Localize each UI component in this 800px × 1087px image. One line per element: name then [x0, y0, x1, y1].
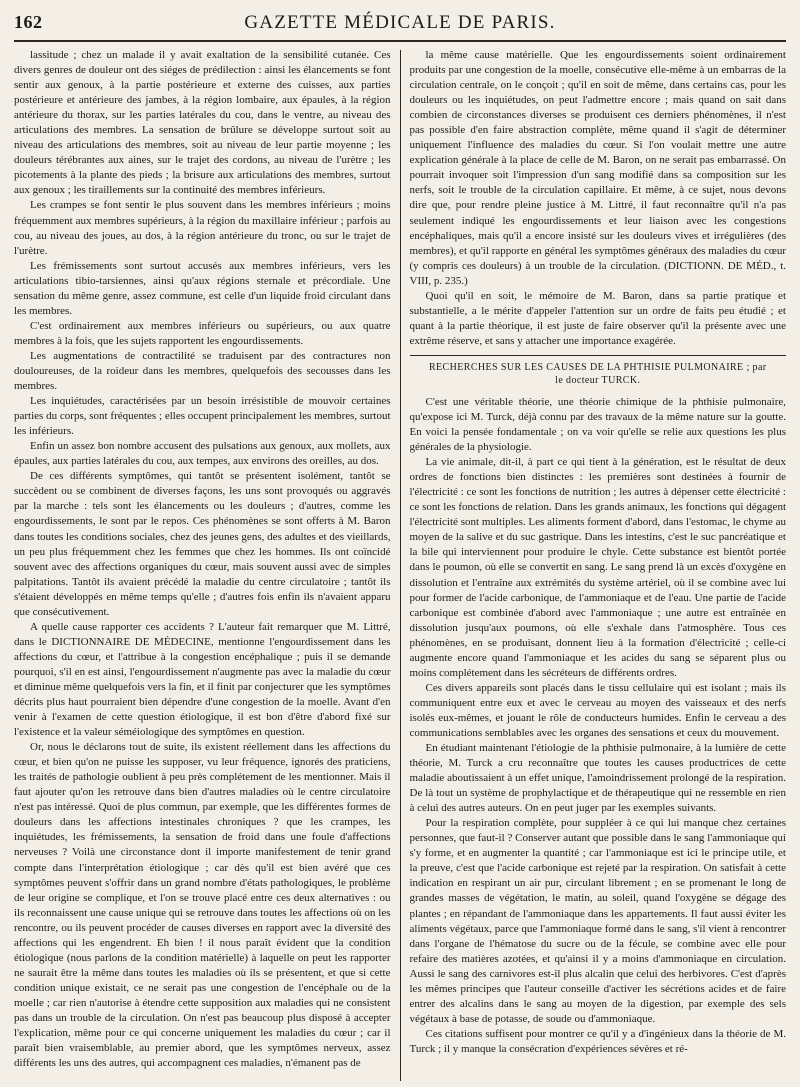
paragraph: Quoi qu'il en soit, le mémoire de M. Baron, dans sa partie pratique et substantielle, a le mérite d'appeler l'attention sur un ordre de faits peu étudié ; et quant à la partie théorique, il est juste de faire observer qu'il la présente avec une extrême réserve, et sans y attacher une importance exagérée. [409, 289, 786, 347]
paragraph: En étudiant maintenant l'étiologie de la phthisie pulmonaire, à la lumière de cette théorie, M. Turck a cru reconnaître que toutes les causes productrices de cette maladie aboutissaient à un effet unique, l'amoindrissement prolongé de la respiration. De là tout un système de prophylactique et de thérapeutique qui ne ressemble en rien à celui des autres auteurs. On en peut juger par les exemples suivants. [409, 742, 786, 815]
paragraph: De ces différents symptômes, qui tantôt se présentent isolément, tantôt se succèdent ou se combinent de diverses façons, les uns sont provoqués ou aggravés par la marche : tels sont les élancements ou les douleurs ; d'autres, comme les engourdissements, le sont par le repos. Ces phénomènes se sont offerts à M. Baron dans toutes les conditions sociales, chez des jeunes gens, des adultes et des vieillards, un peu plus fréquemment chez les femmes que chez les hommes. Ils ont coïncidé souvent avec des affections organiques du cœur, mais souvent aussi avec de simples palpitations. Tantôt ils avaient précédé la maladie du centre circulatoire ; tantôt ils s'étaient développés en même temps qu'elle ; d'autres fois enfin ils n'avaient apparu que consécutivement. [14, 470, 391, 618]
section-heading-line: RECHERCHES SUR LES CAUSES DE LA PHTHISIE PULMONAIRE ; par [428, 361, 767, 373]
section-heading-author: le docteur TURCK. [555, 374, 641, 386]
paragraph: lassitude ; chez un malade il y avait exaltation de la sensibilité cutanée. Ces divers genres de douleur ont des siéges de prédilection : ainsi les élancements se font sentir aux genoux, à la partie postérieure et externe des cuisses, aux parties postérieure et antérieure des jambes, à la région lombaire, aux épaules, à la région antérieure du thorax, sur les parties latérales du cou, dans le ventre, au niveau des articulations des membres. La sensation de brûlure se développe surtout soit au niveau des articulations des membres, soit au niveau de leur partie moyenne ; les douleurs térébrantes aux aines, sur le trajet des cordons, au niveau de l'urètre ; les picotements à la plante des pieds ; la brisure aux articulations des membres, surtout aux genoux ; les tiraillements sur la continuité des membres inférieurs. [14, 49, 391, 197]
paragraph: Pour la respiration complète, pour suppléer à ce qui lui manque chez certaines personnes, que faut-il ? Conserver autant que possible dans le sang l'ammoniaque qui s'y forme, et en augmenter la quantité ; car l'ammoniaque est ici le principe utile, et la preuve, c'est que l'acide carbonique est rejeté par la respiration. On satisfait à cette indication en respirant un air pur, circulant librement ; en se promenant le long de grandes masses de végétation, le matin, au soleil, quand l'oxygène se dégage des plantes ; en répandant de l'ammoniaque dans les appartements. Il faut aussi éviter les aliments végétaux, parce que l'ammoniaque formé dans le sang, s'il vient à rencontrer dans l'organe de l'hématose du sucre ou de la fécule, se combine avec elle pour refaire des matières azotées, et qu'ainsi il y a moins d'ammoniaque en circulation. Aussi le sang des carnivores est-il plus alcalin que celui des herbivores. C'est d'après les mêmes principes que l'auteur conseille d'activer les sécrétions acides et de faire entrer des alcalins dans le sang au moyen de la digestion, par exemple des sels végétaux à base de potasse, de soude ou d'ammoniaque. [409, 817, 786, 1025]
paragraph: Les crampes se font sentir le plus souvent dans les membres inférieurs ; moins fréquemment aux membres supérieurs, à la région du maxillaire inférieur ; parfois au cou, au niveau des joues, au dos, à la région antérieure du tronc, ou sur le trajet de l'urètre. [14, 199, 391, 257]
left-column [14, 48, 400, 1081]
section-heading [410, 355, 787, 387]
paragraph: Or, nous le déclarons tout de suite, ils existent réellement dans les affections du cœur, et bien qu'on ne puisse les supposer, vu leur fréquence, ignorés des praticiens, les traités de pathologie oublient à peu près complétement de les mentionner. Mais il faut ajouter qu'on les retrouve dans bien d'autres maladies où le centre circulatoire n'est pas intéressé. Quoi de plus commun, par exemple, que les différentes formes de douleurs dans les affections intestinales chroniques ? que les crampes, les inquiétudes, les frémissements, la sensation de froid dans une foule d'affections nerveuses ? Voilà une circonstance dont il importe manifestement de tenir grand compte dans l'interprétation étiologique ; car dès qu'il est bien avéré que ces symptômes peuvent s'offrir dans un grand nombre d'états pathologiques, le problème de leur origine se complique, et l'on se trouve placé entre ces deux alternatives : ou ils reconnaissent une cause unique qui se retrouve dans toutes les affections où on les rencontre, ou ils peuvent procéder de causes diverses en rapport avec la diversité des affections qui les engendrent. Eh bien ! il nous paraît évident que la condition étiologique (nous parlons de la condition matérielle) à laquelle on peut les rapporter ne saurait être la même dans toutes les maladies où ils se présentent, et que si cette condition unique existait, ce ne serait pas une congestion de l'encéphale ou de la moelle ; car rien n'autorise à étendre cette supposition aux maladies qui ne consistent pas dans un trouble de la circulation. On n'est pas beaucoup plus disposé à accepter l'explication, même pour ce qui concerne uniquement les maladies du cœur ; car il paraît bien vraisemblable, au premier abord, que les symptômes nerveux, assez différents les uns des autres, qui accompagnent ces maladies, n'émanent pas de [14, 741, 391, 1070]
page-header [14, 6, 786, 42]
paragraph: La vie animale, dit-il, à part ce qui tient à la génération, est le résultat de deux ordres de fonctions bien distinctes : les premières sont destinées à fournir de l'électricité : ce sont les fonctions de nutrition ; les autres à dépenser cette électricité : ce sont les fonctions de relation. Dans les grands animaux, les fonctions qui dégagent l'électricité sont multiples. Les aliments forment d'abord, dans l'estomac, le chyme au moyen de la salive et du suc gastrique. Dans les intestins, c'est le suc pancréatique et la bile qui interviennent pour produire le chyle. Cette substance est bientôt portée dans le poumon, où elle se convertit en sang. Le sang prend là un excès d'oxygène en dissolution et l'entraîne aux extrémités du système artériel, où il se combine avec lui pour former de l'acide carbonique, de l'ammoniaque et de l'eau. Une partie de l'acide carbonique est combinée d'abord avec l'ammoniaque ; une autre est entraînée en dissolution jusqu'aux poumons, où elle s'exhale dans l'atmosphère. Tous ces phénomènes, en se produisant, donnent lieu à la formation d'électricité ; celle-ci augmente encore quand l'ammoniaque et les acides du sang se séparent plus ou moins complétement dans les sécréteurs de différents ordres. [409, 456, 786, 679]
paragraph: Enfin un assez bon nombre accusent des pulsations aux genoux, aux mollets, aux épaules, aux parties latérales du cou, aux tempes, aux environs des oreilles, au dos. [14, 440, 391, 468]
paragraph: la même cause matérielle. Que les engourdissements soient ordinairement produits par une congestion de la moelle, consécutive elle-même à un embarras de la circulation centrale, on le conçoit ; qu'il en soit de même, dans certains cas, pour les douleurs ou les inquiétudes, on peut l'admettre encore ; mais quand on sait dans combien de circonstances diverses se produisent ces derniers phénomènes, il n'est pas possible d'en faire abstraction complète, même quand il s'agit de déterminer uniquement l'influence des maladies du cœur. Si l'on voulait mettre une autre explication générale à la place de celle de M. Baron, on ne serait pas embarrassé. On pourrait invoquer soit l'impression d'un sang modifié dans sa composition sur les nerfs, soit le trouble de la circulation capillaire. Et même, à ce sujet, nous devons dire que, pour rendre pleine justice à M. Littré, il faut reconnaître qu'il n'a pas seulement indiqué les engourdissements et leur liaison avec les congestions encéphaliques, mais qu'il a encore insisté sur les douleurs vives et irrégulières (des membres), et qu'il rapporte en général les symptômes généraux des maladies du cœur (y compris ces douleurs) à un trouble de la circulation. (DICTIONN. DE MÉD., t. VIII, p. 235.) [409, 49, 786, 287]
page-number: 162 [14, 12, 43, 32]
paragraph: C'est une véritable théorie, une théorie chimique de la phthisie pulmonaire, qu'expose ici M. Turck, déjà connu par des travaux de la même nature sur la goutte. En voici la pensée fondamentale ; on va voir qu'elle se relie aux questions les plus générales de la physiologie. [409, 395, 786, 454]
paragraph: Ces divers appareils sont placés dans le tissu cellulaire qui est isolant ; mais ils communiquent entre eux et avec le cerveau au moyen des vaisseaux et des nerfs isolés eux-mêmes, et jouant le rôle de conducteurs humides. Enfin le cerveau a des communications semblables avec les organes des sensations et ceux du mouvement. [409, 681, 786, 739]
journal-title: GAZETTE MÉDICALE DE PARIS. [244, 12, 556, 33]
text-columns [14, 48, 786, 1081]
paragraph: A quelle cause rapporter ces accidents ? L'auteur fait remarquer que M. Littré, dans le DICTIONNAIRE DE MÉDECINE, mentionne l'engourdissement dans les affections du cœur, et l'attribue à la congestion encéphalique ; puis il se demande pourquoi, s'il en est ainsi, l'engourdissement n'augmente pas avec la maladie du cœur et diminue même quelquefois vers la fin, et il finit par conjecturer que les symptômes décrits plus haut pourraient bien dépendre d'une congestion de la moelle. Avant d'en venir à l'examen de cette question étiologique, il est bon d'être d'abord fixé sur l'existence et la valeur séméiologique des symptômes en question. [14, 620, 391, 739]
right-column [401, 48, 787, 1081]
paragraph: Les inquiétudes, caractérisées par un besoin irrésistible de mouvoir certaines parties du corps, sont fréquentes ; elles occupent principalement les membres, surtout les inférieurs. [14, 395, 391, 438]
paragraph: Les augmentations de contractilité se traduisent par des contractures non douloureuses, de la roideur dans les membres, quelquefois des secousses dans les membres. [14, 349, 391, 393]
paragraph: Ces citations suffisent pour montrer ce qu'il y a d'ingénieux dans la théorie de M. Turck ; il y manque la consécration d'expériences sévères et ré- [409, 1027, 786, 1055]
paragraph: Les frémissements sont surtout accusés aux membres inférieurs, vers les articulations tibio-tarsiennes, ainsi qu'aux régions sternale et précordiale. Une sensation du même genre, assez commune, est celle d'un liquide froid circulant dans les membres. [14, 259, 391, 317]
paragraph: C'est ordinairement aux membres inférieurs ou supérieurs, ou aux quatre membres à la fois, que les sujets rapportent les engourdissements. [14, 319, 391, 347]
